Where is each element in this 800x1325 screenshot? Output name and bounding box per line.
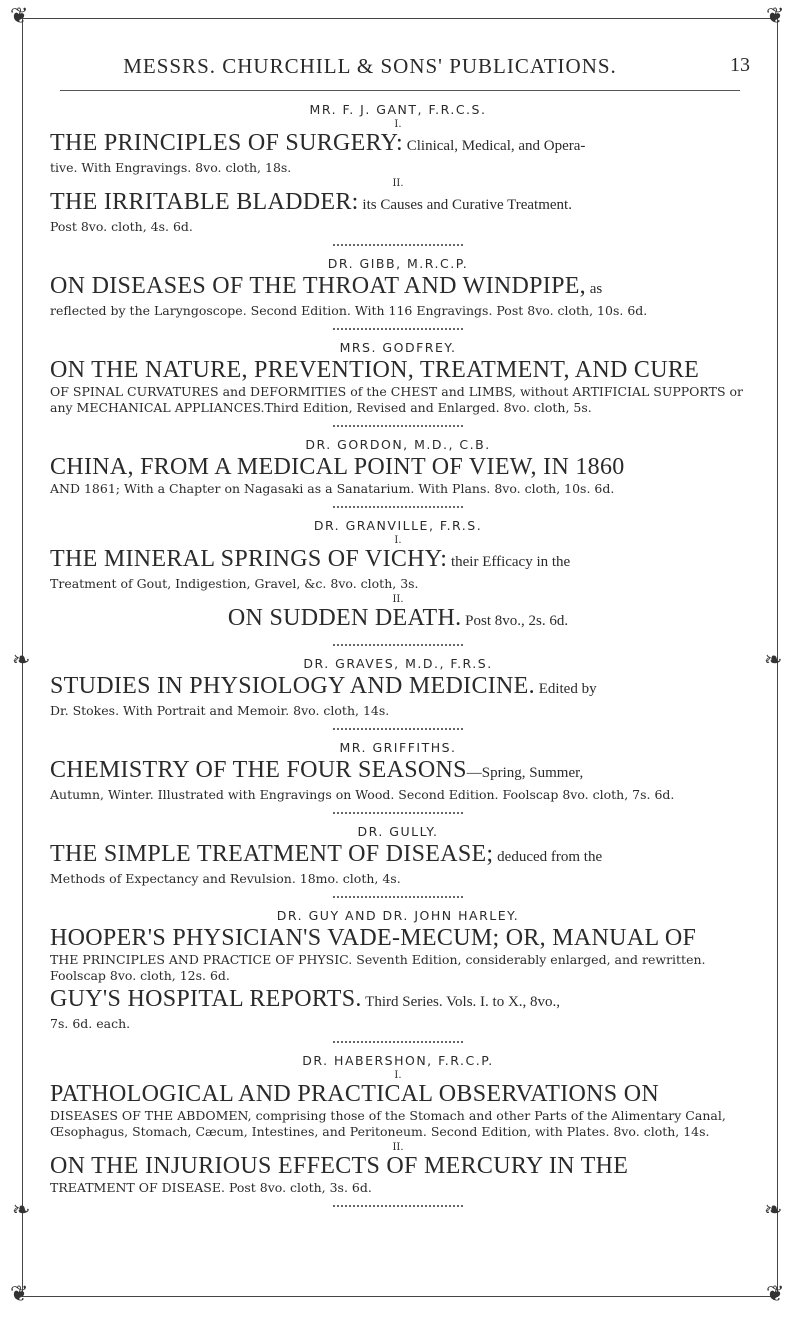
- book-title: ON SUDDEN DEATH.: [227, 605, 462, 631]
- book-description: tive. With Engravings. 8vo. cloth, 18s.: [50, 160, 292, 175]
- running-title: MESSRS. CHURCHILL & SONS' PUBLICATIONS.: [123, 54, 617, 78]
- book-entry: [50, 673, 746, 719]
- catalogue-section: [50, 740, 746, 814]
- book-headline: [50, 357, 746, 384]
- catalogue-section: [50, 1053, 746, 1207]
- book-entry: [50, 189, 746, 235]
- catalogue-section: [50, 340, 746, 427]
- book-headline: [50, 841, 746, 871]
- book-title: THE SIMPLE TREATMENT OF DISEASE;: [50, 841, 494, 867]
- book-headline: [50, 925, 746, 952]
- book-title: CHINA, FROM A MEDICAL POINT OF VIEW, IN 1860: [50, 454, 625, 480]
- floral-ornament-icon: ❦: [10, 1282, 29, 1307]
- book-details: [50, 303, 746, 319]
- floral-ornament-icon: ❦: [766, 4, 785, 29]
- frame-bottom-rule: [22, 1296, 778, 1297]
- book-description: Methods of Expectancy and Revulsion. 18mo. cloth, 4s.: [50, 871, 401, 886]
- book-details: [50, 160, 746, 176]
- entry-numeral: I.: [394, 1070, 402, 1081]
- catalogue-section: [50, 256, 746, 330]
- book-subtitle: as: [585, 281, 603, 297]
- book-details: [50, 952, 746, 984]
- book-description: Treatment of Gout, Indigestion, Gravel, &c. 8vo. cloth, 3s.: [50, 576, 419, 591]
- entry-numeral: I.: [394, 535, 402, 546]
- author-heading: MRS. GODFREY.: [339, 340, 457, 355]
- author-heading: DR. GRAVES, M.D., F.R.S.: [303, 656, 493, 671]
- section-divider: [333, 638, 463, 646]
- book-headline: [50, 757, 746, 787]
- floral-ornament-icon: ❦: [766, 1282, 785, 1307]
- section-divider: [333, 806, 463, 814]
- book-title: HOOPER'S PHYSICIAN'S VADE-MECUM; OR, MANUAL OF: [50, 925, 697, 951]
- book-description: Autumn, Winter. Illustrated with Engravings on Wood. Second Edition. Foolscap 8vo. cloth, 7s. 6d.: [50, 787, 675, 802]
- book-description: comprising those of the Stomach and other Parts of the Alimentary Canal, Œsophagus, Stomach, Cæcum, Intestines, and Peritoneum. Second Edition, with Plates. 8vo. cloth, 14s.: [50, 1108, 726, 1139]
- entry-numeral: II.: [392, 178, 404, 189]
- book-description: Post 8vo. cloth, 4s. 6d.: [50, 219, 193, 234]
- author-heading: DR. HABERSHON, F.R.C.P.: [302, 1053, 494, 1068]
- entry-numeral: II.: [392, 594, 404, 605]
- book-details: [50, 1108, 746, 1140]
- author-heading: MR. GRIFFITHS.: [339, 740, 457, 755]
- section-divider: [333, 419, 463, 427]
- book-headline: [50, 673, 746, 703]
- book-description: Seventh Edition, considerably enlarged, and rewritten. Foolscap 8vo. cloth, 12s. 6d.: [50, 952, 706, 983]
- book-subtitle: Third Series. Vols. I. to X., 8vo.,: [361, 994, 561, 1010]
- page-header: [50, 54, 750, 84]
- book-title: THE IRRITABLE BLADDER:: [50, 189, 359, 215]
- book-subtitle: Post 8vo., 2s. 6d.: [461, 613, 569, 629]
- book-details: [50, 787, 746, 803]
- section-divider: [333, 322, 463, 330]
- book-description-caps: THE PRINCIPLES AND PRACTICE OF PHYSIC.: [50, 952, 353, 967]
- catalogue-section: [50, 518, 746, 646]
- book-subtitle: deduced from the: [493, 849, 603, 865]
- book-headline: [50, 130, 746, 160]
- book-entry: [50, 357, 746, 416]
- book-entry: [50, 986, 746, 1032]
- book-description: 7s. 6d. each.: [50, 1016, 131, 1031]
- section-divider: [333, 722, 463, 730]
- book-entry: [50, 841, 746, 887]
- book-details: [50, 384, 746, 416]
- catalogue-section: [50, 102, 746, 246]
- book-headline: [50, 454, 746, 481]
- author-heading: DR. GULLY.: [357, 824, 439, 839]
- book-headline: [50, 1153, 746, 1180]
- section-divider: [333, 1035, 463, 1043]
- catalogue-section: [50, 656, 746, 730]
- book-headline: [50, 605, 746, 635]
- author-heading: MR. F. J. GANT, F.R.C.S.: [309, 102, 487, 117]
- floral-ornament-icon: ❦: [10, 4, 29, 29]
- book-title: GUY'S HOSPITAL REPORTS.: [50, 986, 362, 1012]
- book-details: [50, 703, 746, 719]
- book-headline: [50, 1081, 746, 1108]
- vine-ornament-icon: ❧: [12, 648, 31, 673]
- book-subtitle: Edited by: [534, 681, 597, 697]
- vine-ornament-icon: ❧: [764, 1198, 783, 1223]
- book-details: [50, 481, 746, 497]
- book-entry: [50, 130, 746, 176]
- book-title: CHEMISTRY OF THE FOUR SEASONS: [50, 757, 467, 783]
- book-details: [50, 1016, 746, 1032]
- book-title: STUDIES IN PHYSIOLOGY AND MEDICINE.: [50, 673, 535, 699]
- book-subtitle: Clinical, Medical, and Opera-: [403, 138, 586, 154]
- book-subtitle: their Efficacy in the: [447, 554, 571, 570]
- book-entry: [50, 925, 746, 984]
- entry-numeral: I.: [394, 119, 402, 130]
- book-headline: [50, 546, 746, 576]
- book-details: [50, 1180, 746, 1196]
- catalogue-section: [50, 824, 746, 898]
- vine-ornament-icon: ❧: [12, 1198, 31, 1223]
- book-details: [50, 219, 746, 235]
- book-title: ON THE INJURIOUS EFFECTS OF MERCURY IN THE: [50, 1153, 629, 1179]
- page-number: 13: [730, 54, 750, 76]
- book-details: [50, 576, 746, 592]
- book-entry: [50, 454, 746, 497]
- book-title: ON THE NATURE, PREVENTION, TREATMENT, AND CURE: [50, 357, 700, 383]
- book-description: Dr. Stokes. With Portrait and Memoir. 8vo. cloth, 14s.: [50, 703, 390, 718]
- catalogue-content: [50, 100, 746, 1207]
- book-headline: [50, 189, 746, 219]
- book-entry: [50, 1081, 746, 1140]
- book-headline: [50, 273, 746, 303]
- author-heading: DR. GUY AND DR. JOHN HARLEY.: [276, 908, 520, 923]
- book-title: THE MINERAL SPRINGS OF VICHY:: [50, 546, 448, 572]
- author-heading: DR. GRANVILLE, F.R.S.: [313, 518, 483, 533]
- book-title: PATHOLOGICAL AND PRACTICAL OBSERVATIONS ON: [50, 1081, 659, 1107]
- book-entry: [50, 546, 746, 592]
- book-title: ON DISEASES OF THE THROAT AND WINDPIPE,: [50, 273, 586, 299]
- book-title: THE PRINCIPLES OF SURGERY:: [50, 130, 403, 156]
- book-subtitle: its Causes and Curative Treatment.: [358, 197, 572, 213]
- section-divider: [333, 1199, 463, 1207]
- book-description-caps: OF SPINAL CURVATURES and DEFORMITIES of the CHEST and LIMBS, without ARTIFICIAL SUPPORTS or any MECHANICAL APPLIANCES.: [50, 384, 743, 415]
- author-heading: DR. GIBB, M.R.C.P.: [327, 256, 469, 271]
- header-rule: [60, 90, 740, 91]
- book-description-caps: DISEASES OF THE ABDOMEN,: [50, 1108, 252, 1123]
- vine-ornament-icon: ❧: [764, 648, 783, 673]
- book-description: Third Edition, Revised and Enlarged. 8vo. cloth, 5s.: [264, 400, 592, 415]
- book-description: Post 8vo. cloth, 3s. 6d.: [224, 1180, 372, 1195]
- book-description: reflected by the Laryngoscope. Second Edition. With 116 Engravings. Post 8vo. cloth, 10s. 6d.: [50, 303, 648, 318]
- frame-top-rule: [22, 18, 778, 19]
- book-entry: [50, 1153, 746, 1196]
- book-description-caps: TREATMENT OF DISEASE.: [50, 1180, 225, 1195]
- catalogue-section: [50, 908, 746, 1043]
- book-entry: [50, 273, 746, 319]
- book-entry: [50, 605, 746, 635]
- book-entry: [50, 757, 746, 803]
- section-divider: [333, 890, 463, 898]
- section-divider: [333, 500, 463, 508]
- author-heading: DR. GORDON, M.D., C.B.: [305, 437, 491, 452]
- section-divider: [333, 238, 463, 246]
- book-description: AND 1861; With a Chapter on Nagasaki as a Sanatarium. With Plans. 8vo. cloth, 10s. 6d.: [50, 481, 615, 496]
- book-subtitle: —Spring, Summer,: [466, 765, 584, 781]
- catalogue-section: [50, 437, 746, 508]
- book-headline: [50, 986, 746, 1016]
- book-details: [50, 871, 746, 887]
- entry-numeral: II.: [392, 1142, 404, 1153]
